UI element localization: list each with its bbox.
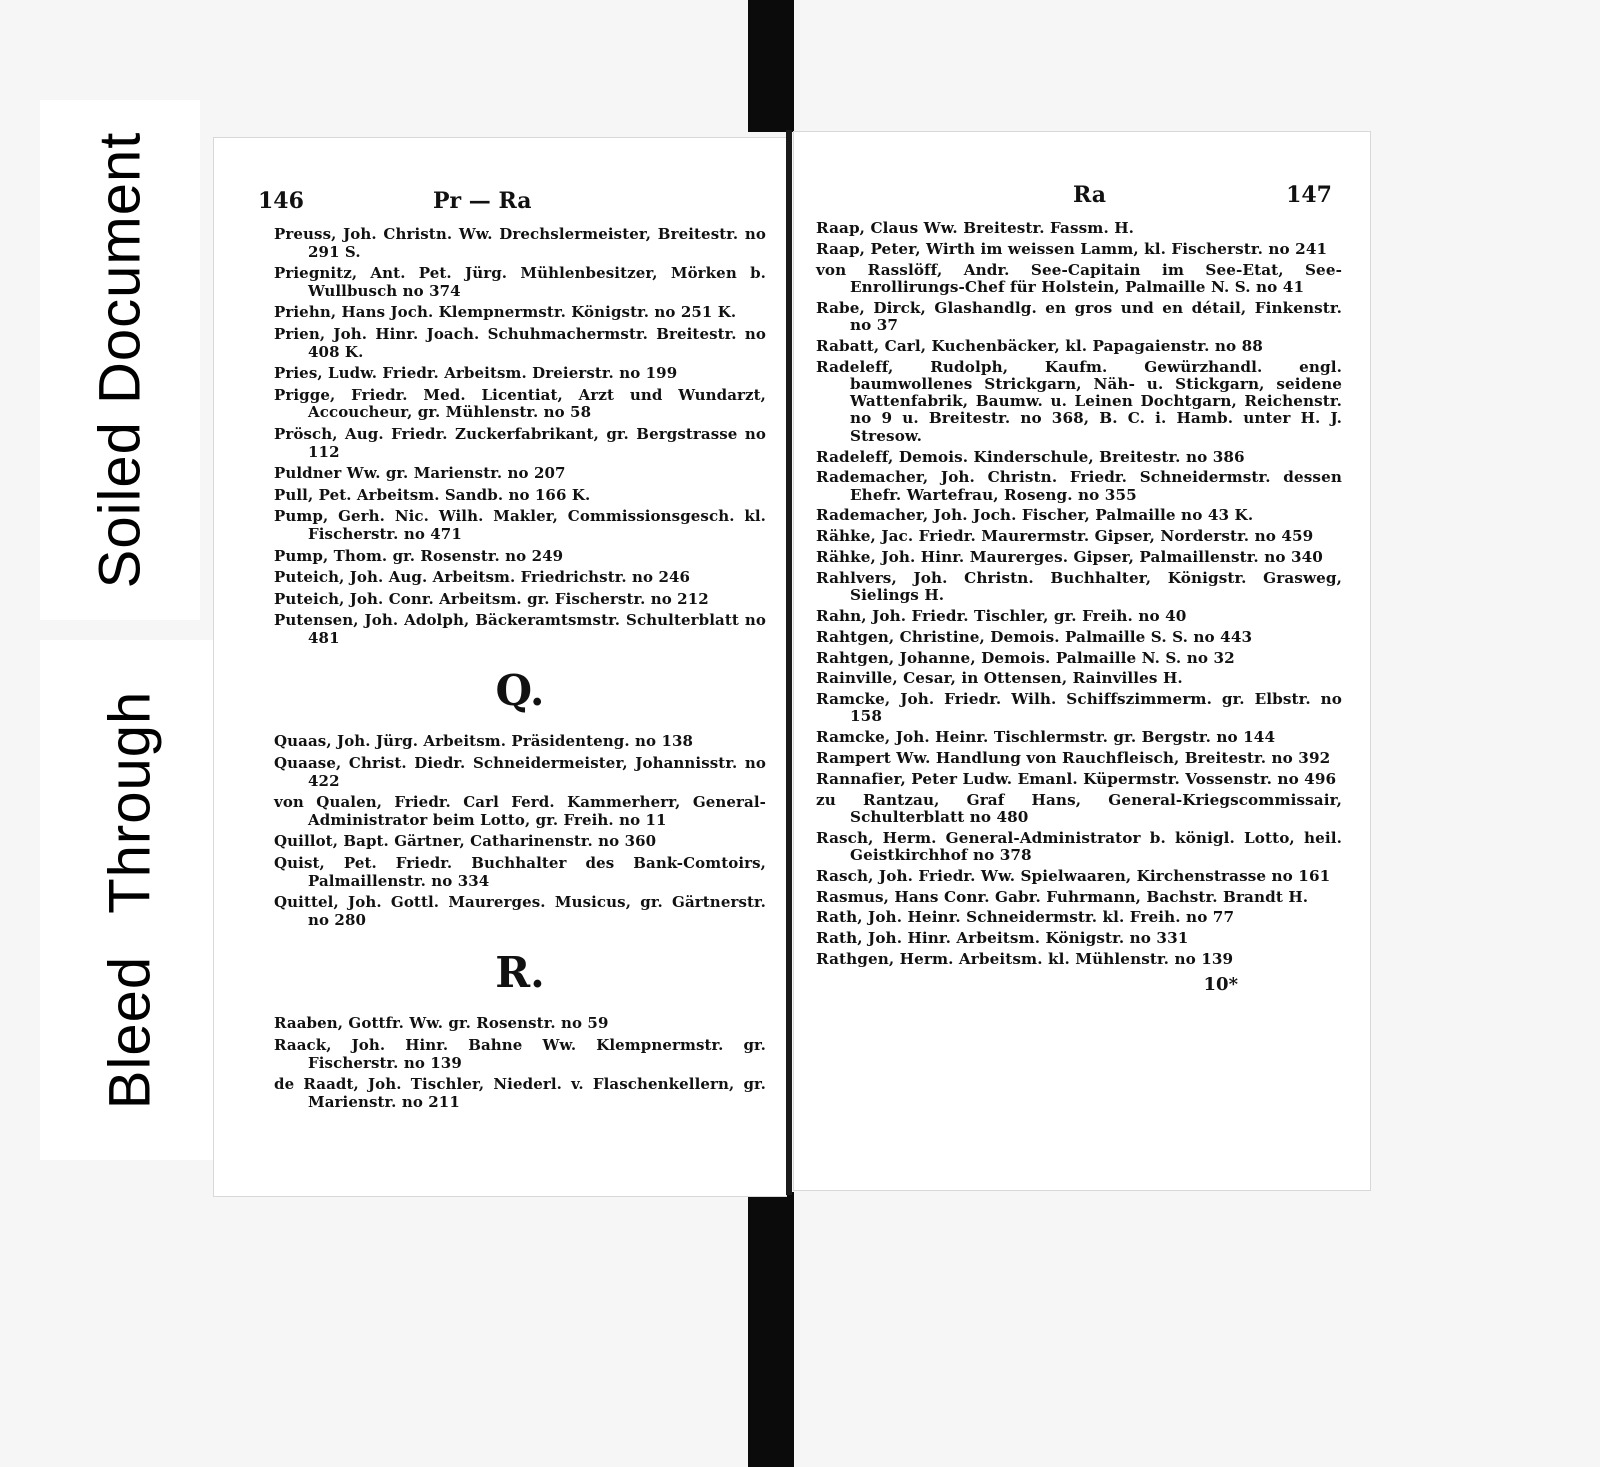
directory-entry: von Rasslöff, Andr. See-Capitain im See-Etat, See-Enrollirungs-Chef für Holstein, Palmaille N. S. no 41 [816,260,1342,296]
directory-entry: Rath, Joh. Heinr. Schneidermstr. kl. Freih. no 77 [816,908,1235,927]
directory-entry: Radeleff, Demois. Kinderschule, Breitestr. no 386 [816,447,1245,466]
directory-entry: Rampert Ww. Handlung von Rauchfleisch, Breitestr. no 392 [816,749,1331,768]
directory-entry: Quaas, Joh. Jürg. Arbeitsm. Präsidenteng. no 138 [274,732,694,751]
spine-bar-bottom [748,1192,794,1467]
left-page [214,138,786,1196]
r-entries [274,1015,766,1111]
directory-entry: Rathgen, Herm. Arbeitsm. kl. Mühlenstr. no 139 [816,949,1234,968]
directory-entry: Rahtgen, Christine, Demois. Palmaille S. S. no 443 [816,627,1253,646]
directory-entry: Preuss, Joh. Christn. Ww. Drechslermeister, Breitestr. no 291 S. [274,225,766,261]
directory-entry: Rahtgen, Johanne, Demois. Palmaille N. S. no 32 [816,648,1235,667]
directory-entry: Puteich, Joh. Aug. Arbeitsm. Friedrichstr. no 246 [274,568,691,587]
directory-entry: von Qualen, Friedr. Carl Ferd. Kammerherr, General-Administrator beim Lotto, gr. Freih. no 11 [274,793,766,829]
directory-entry: Priegnitz, Ant. Pet. Jürg. Mühlenbesitzer, Mörken b. Wullbusch no 374 [274,264,766,300]
directory-entry: Rath, Joh. Hinr. Arbeitsm. Königstr. no 331 [816,929,1189,948]
directory-entry: Rasch, Joh. Friedr. Ww. Spielwaaren, Kirchenstrasse no 161 [816,866,1331,885]
directory-entry: Putensen, Joh. Adolph, Bäckeramtsmstr. Schulterblatt no 481 [274,611,766,647]
directory-entry: zu Rantzau, Graf Hans, General-Kriegscommissair, Schulterblatt no 480 [816,790,1342,826]
soiled-document-label [40,100,200,620]
directory-entry: Puteich, Joh. Conr. Arbeitsm. gr. Fischerstr. no 212 [274,589,709,608]
directory-entry: Rähke, Jac. Friedr. Maurermstr. Gipser, Norderstr. no 459 [816,527,1314,546]
right-column [816,220,1342,995]
directory-entry: Rabatt, Carl, Kuchenbäcker, kl. Papagaienstr. no 88 [816,336,1263,355]
directory-entry: Quittel, Joh. Gottl. Maurerges. Musicus, gr. Gärtnerstr. no 280 [274,893,766,929]
right-page-header [838,182,1350,216]
directory-entry: Rasmus, Hans Conr. Gabr. Fuhrmann, Bachstr. Brandt H. [816,887,1309,906]
directory-entry: Rabe, Dirck, Glashandlg. en gros und en détail, Finkenstr. no 37 [816,298,1342,334]
directory-entry: Rahlvers, Joh. Christn. Buchhalter, Königstr. Grasweg, Sielings H. [816,568,1342,605]
q-entries [274,733,766,929]
section-letter-q: Q. [495,666,545,716]
soiled-document-text: Soiled Document [87,131,153,589]
bleed-through-text: Bleed Through [97,690,163,1110]
left-page-number: 146 [258,188,304,214]
directory-entry: Pump, Gerh. Nic. Wilh. Makler, Commissionsgesch. kl. Fischerstr. no 471 [274,507,766,543]
directory-entry: Pries, Ludw. Friedr. Arbeitsm. Dreierstr. no 199 [274,364,678,383]
directory-entry: Rasch, Herm. General-Administrator b. königl. Lotto, heil. Geistkirchhof no 378 [816,828,1342,864]
directory-entry: de Raadt, Joh. Tischler, Niederl. v. Flaschenkellern, gr. Marienstr. no 211 [274,1075,766,1111]
directory-entry: Rainville, Cesar, in Ottensen, Rainvilles H. [816,669,1183,688]
left-running-head: Pr — Ra [433,188,532,214]
directory-entry: Pump, Thom. gr. Rosenstr. no 249 [274,546,564,565]
right-running-head: Ra [1073,182,1107,208]
directory-entry: Priehn, Hans Joch. Klempnermstr. Königstr. no 251 K. [274,303,737,322]
section-letter-r: R. [495,948,545,998]
directory-entry: Radeleff, Rudolph, Kaufm. Gewürzhandl. engl. baumwollenes Strickgarn, Näh- u. Stickgarn, seidene Wattenfabrik, Baumw. u. Leinen Dochtgarn, Reichenstr. no 9 u. Breitestr. no 368, B. C. i. Hamb. unter H. J. Stresow. [816,357,1342,445]
directory-entry: Ramcke, Joh. Friedr. Wilh. Schiffszimmerm. gr. Elbstr. no 158 [816,690,1342,726]
directory-entry: Puldner Ww. gr. Marienstr. no 207 [274,464,566,483]
directory-entry: Quillot, Bapt. Gärtner, Catharinenstr. no 360 [274,832,657,851]
left-column [274,226,766,1115]
directory-entry: Raap, Peter, Wirth im weissen Lamm, kl. Fischerstr. no 241 [816,239,1328,258]
directory-entry: Quaase, Christ. Diedr. Schneidermeister, Johannisstr. no 422 [274,754,766,790]
p-entries [274,226,766,647]
directory-entry: Rahn, Joh. Friedr. Tischler, gr. Freih. no 40 [816,606,1187,625]
spine-bar-top [748,0,794,132]
directory-entry: Rademacher, Joh. Christn. Friedr. Schneidermstr. dessen Ehefr. Wartefrau, Roseng. no 355 [816,468,1342,504]
directory-entry: Rannafier, Peter Ludw. Emanl. Küpermstr. Vossenstr. no 496 [816,769,1337,788]
book-gutter [786,130,792,1195]
right-page-number: 147 [1286,182,1332,208]
directory-entry: Raack, Joh. Hinr. Bahne Ww. Klempnermstr. gr. Fischerstr. no 139 [274,1036,766,1072]
left-page-header [258,188,766,222]
directory-entry: Raaben, Gottfr. Ww. gr. Rosenstr. no 59 [274,1014,609,1033]
directory-entry: Prigge, Friedr. Med. Licentiat, Arzt und Wundarzt, Accoucheur, gr. Mühlenstr. no 58 [274,385,766,422]
bleed-through-label [40,640,220,1160]
directory-entry: Rähke, Joh. Hinr. Maurerges. Gipser, Palmaillenstr. no 340 [816,548,1323,567]
directory-entry: Quist, Pet. Friedr. Buchhalter des Bank-Comtoirs, Palmaillenstr. no 334 [274,854,766,890]
right-page [794,132,1370,1190]
directory-entry: Ramcke, Joh. Heinr. Tischlermstr. gr. Bergstr. no 144 [816,728,1276,747]
directory-entry: Prien, Joh. Hinr. Joach. Schuhmachermstr. Breitestr. no 408 K. [274,324,766,361]
directory-entry: Raap, Claus Ww. Breitestr. Fassm. H. [816,219,1135,237]
directory-entry: Rademacher, Joh. Joch. Fischer, Palmaille no 43 K. [816,506,1254,525]
directory-entry: Prösch, Aug. Friedr. Zuckerfabrikant, gr. Bergstrasse no 112 [274,424,766,461]
signature-mark: 10* [1203,974,1238,996]
directory-entry: Pull, Pet. Arbeitsm. Sandb. no 166 K. [274,485,591,504]
